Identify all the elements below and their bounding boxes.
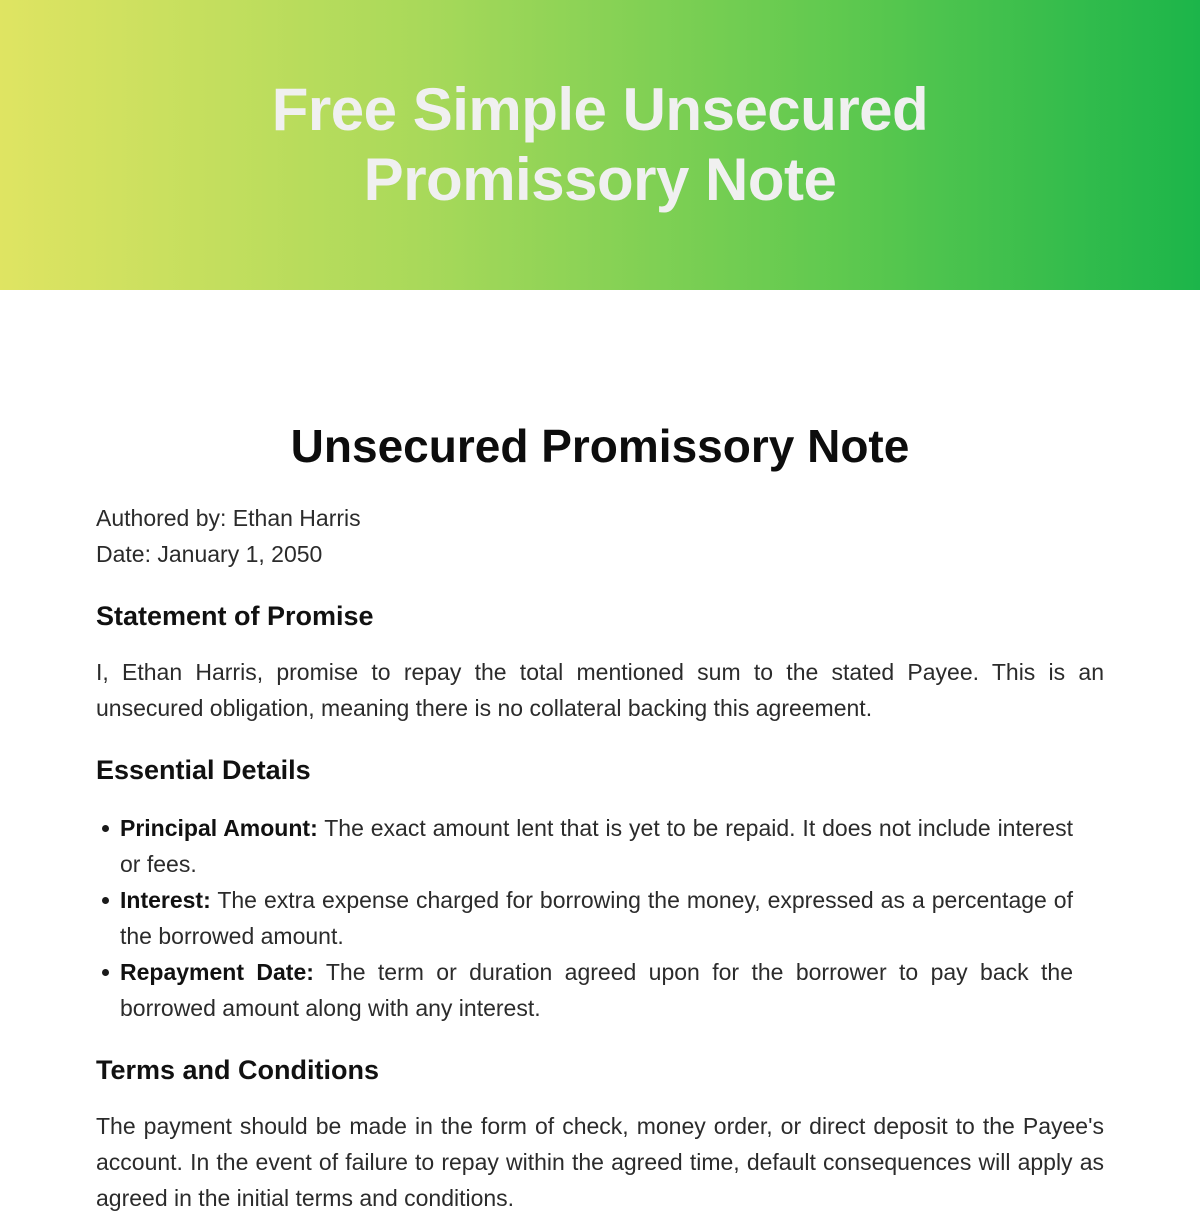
bullet-icon [102, 825, 109, 832]
list-item [96, 882, 1073, 954]
bullet-icon [102, 897, 109, 904]
section-paragraph: I, Ethan Harris, promise to repay the total mentioned sum to the stated Payee. This is an unsecured obligation, meaning there is no collateral backing this agreement. [96, 659, 1104, 721]
list-item [96, 810, 1073, 882]
section-statement-of-promise [96, 598, 1104, 726]
document-body [0, 290, 1200, 1216]
section-paragraph: The payment should be made in the form of check, money order, or direct deposit to the Payee's account. In the event of failure to repay within the agreed time, default consequences will apply as agreed in the initial terms and conditions. [96, 1113, 1104, 1211]
section-heading: Terms and Conditions [96, 1055, 380, 1085]
list-item-term: Principal Amount: [120, 815, 318, 841]
header-banner [0, 0, 1200, 290]
banner-title: Free Simple Unsecured Promissory Note [271, 76, 929, 213]
document-meta [96, 500, 1104, 572]
list-item-term: Interest: [120, 887, 211, 913]
list-item-text: The term or duration agreed upon for the borrower to pay back the borrowed amount along with any interest. [120, 959, 1074, 1021]
list-item [96, 954, 1073, 1026]
document-title: Unsecured Promissory Note [290, 420, 910, 472]
section-essential-details [96, 752, 1104, 1026]
list-item-text: The exact amount lent that is yet to be repaid. It does not include interest or fees. [120, 815, 1073, 877]
date-line: Date: January 1, 2050 [96, 541, 323, 567]
section-heading: Essential Details [96, 755, 311, 785]
section-heading: Statement of Promise [96, 601, 374, 631]
details-list [96, 810, 1073, 1026]
bullet-icon [102, 969, 109, 976]
author-line: Authored by: Ethan Harris [96, 505, 361, 531]
list-item-term: Repayment Date: [120, 959, 314, 985]
section-terms-and-conditions [96, 1052, 1104, 1216]
list-item-text: The extra expense charged for borrowing the money, expressed as a percentage of the borrowed amount. [120, 887, 1073, 949]
